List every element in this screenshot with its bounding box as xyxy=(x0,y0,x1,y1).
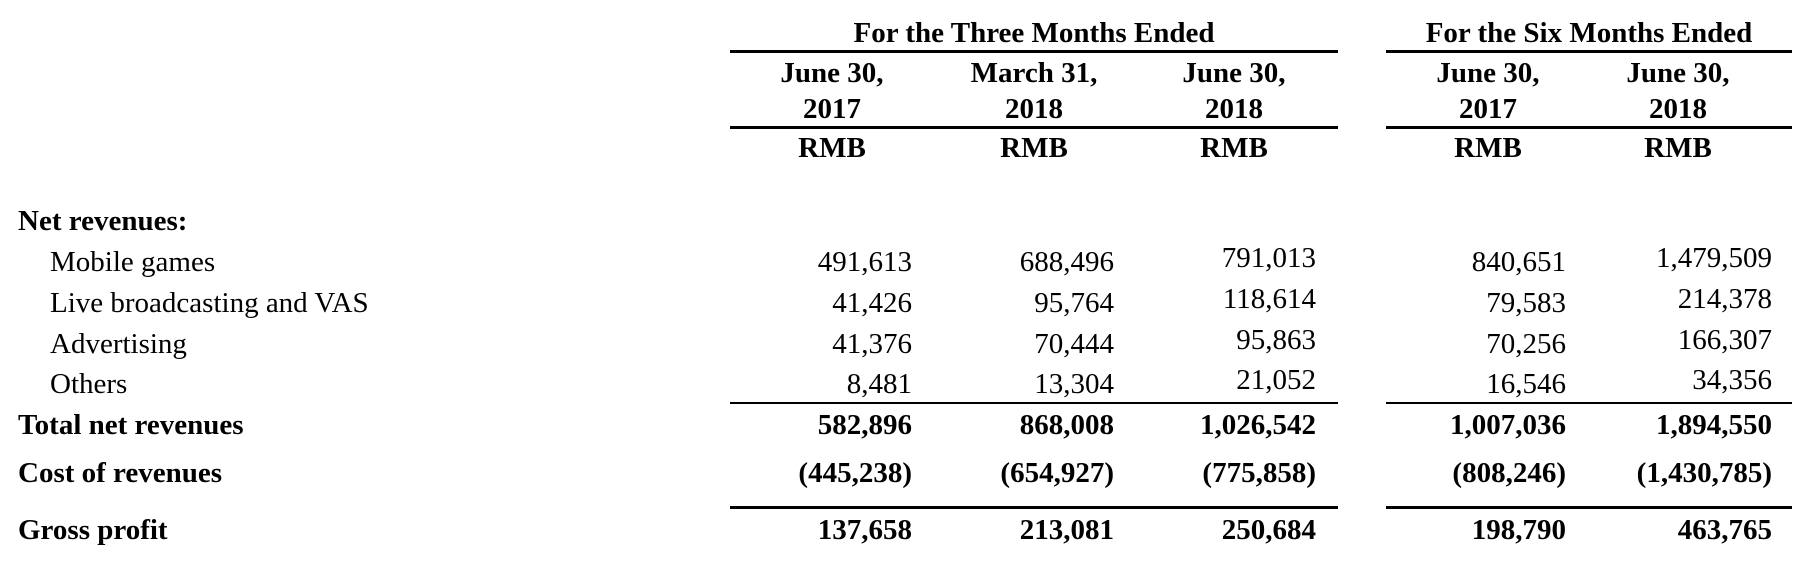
total-row-label: Gross profit xyxy=(18,514,168,546)
row-value: 118,614 xyxy=(1222,283,1316,315)
row-value: 8,481 xyxy=(846,368,912,400)
total-row-value: 868,008 xyxy=(1019,409,1114,441)
column-header-year: 2017 xyxy=(1459,93,1517,125)
subtotal-rule xyxy=(1386,402,1792,404)
row-value: 16,546 xyxy=(1486,368,1566,400)
row-value: 166,307 xyxy=(1677,324,1772,356)
total-row-value: (654,927) xyxy=(1000,457,1114,489)
six-months-header-rule xyxy=(1386,50,1792,53)
column-header-currency: RMB xyxy=(1454,132,1522,164)
column-header-date: June 30, xyxy=(1626,57,1730,89)
total-row-value: 582,896 xyxy=(817,409,912,441)
column-header-currency: RMB xyxy=(1200,132,1268,164)
row-value: 791,013 xyxy=(1221,242,1316,274)
total-row-value: (445,238) xyxy=(798,457,912,489)
row-label: Advertising xyxy=(50,328,187,360)
column-header-currency: RMB xyxy=(798,132,866,164)
total-row-label: Total net revenues xyxy=(18,409,244,441)
total-row-value: 1,894,550 xyxy=(1656,409,1772,441)
row-value: 214,378 xyxy=(1677,283,1772,315)
total-row-value: (1,430,785) xyxy=(1636,457,1772,489)
subtotal-rule xyxy=(730,402,1338,404)
six-months-group-header: For the Six Months Ended xyxy=(1425,17,1753,49)
row-value: 491,613 xyxy=(817,246,912,278)
total-row-value: (775,858) xyxy=(1202,457,1316,489)
row-value: 840,651 xyxy=(1471,246,1566,278)
total-row-value: 463,765 xyxy=(1677,514,1772,546)
gross-profit-rule xyxy=(1386,506,1792,509)
column-header-date: June 30, xyxy=(780,57,884,89)
column-header-currency: RMB xyxy=(1644,132,1712,164)
gross-profit-rule xyxy=(730,506,1338,509)
total-row-value: 137,658 xyxy=(817,514,912,546)
column-header-year: 2017 xyxy=(803,93,861,125)
column-header-year: 2018 xyxy=(1205,93,1263,125)
column-header-date: June 30, xyxy=(1182,57,1286,89)
row-value: 70,256 xyxy=(1486,328,1566,360)
row-label: Others xyxy=(50,368,128,400)
total-row-value: 198,790 xyxy=(1471,514,1566,546)
three-months-header-rule xyxy=(730,50,1338,53)
column-header-date: June 30, xyxy=(1436,57,1540,89)
column-header-date: March 31, xyxy=(970,57,1098,89)
net-revenues-section-label: Net revenues: xyxy=(18,205,188,237)
row-value: 41,426 xyxy=(832,287,912,319)
total-row-value: 213,081 xyxy=(1019,514,1114,546)
row-value: 79,583 xyxy=(1486,287,1566,319)
row-value: 34,356 xyxy=(1692,364,1772,396)
total-row-value: (808,246) xyxy=(1452,457,1566,489)
column-header-currency: RMB xyxy=(1000,132,1068,164)
row-label: Mobile games xyxy=(50,246,216,278)
total-row-label: Cost of revenues xyxy=(18,457,223,489)
column-header-year: 2018 xyxy=(1005,93,1063,125)
six-months-date-rule xyxy=(1386,126,1792,129)
three-months-group-header: For the Three Months Ended xyxy=(853,17,1215,49)
total-row-value: 250,684 xyxy=(1221,514,1316,546)
row-value: 70,444 xyxy=(1034,328,1114,360)
row-value: 95,764 xyxy=(1034,287,1114,319)
row-value: 95,863 xyxy=(1236,324,1316,356)
total-row-value: 1,026,542 xyxy=(1200,409,1316,441)
column-header-year: 2018 xyxy=(1649,93,1707,125)
row-value: 688,496 xyxy=(1019,246,1114,278)
row-value: 21,052 xyxy=(1236,364,1316,396)
total-row-value: 1,007,036 xyxy=(1450,409,1566,441)
three-months-date-rule xyxy=(730,126,1338,129)
row-value: 13,304 xyxy=(1034,368,1114,400)
row-label: Live broadcasting and VAS xyxy=(50,287,369,319)
row-value: 41,376 xyxy=(832,328,912,360)
row-value: 1,479,509 xyxy=(1656,242,1772,274)
